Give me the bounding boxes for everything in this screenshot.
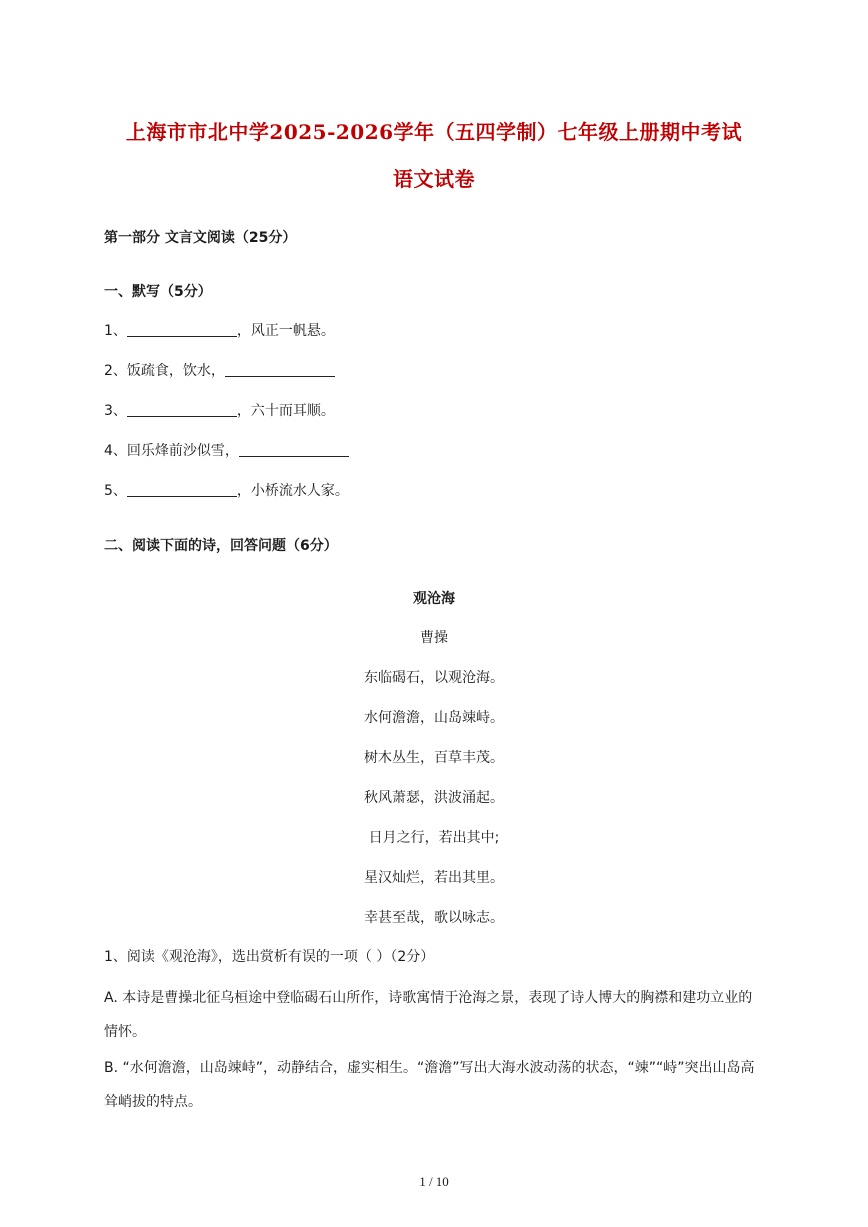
answer-blank[interactable] (127, 402, 237, 417)
item-number: 1、 (104, 323, 127, 339)
item-number: 3、 (104, 403, 127, 419)
item-text: ，风正一帆悬。 (236, 323, 335, 339)
answer-blank[interactable] (225, 362, 335, 377)
poem-line: 秋风萧瑟，洪波涌起。 (364, 790, 504, 806)
item-number: 5、 (104, 483, 127, 499)
poem-author: 曹操 (420, 630, 448, 646)
poem-line: 星汉灿烂，若出其里。 (364, 870, 504, 886)
dictation-item-3 (104, 401, 335, 421)
section1-heading: 一、默写（5分） (104, 284, 212, 300)
dictation-item-4 (104, 441, 349, 461)
dictation-item-1 (104, 321, 335, 341)
answer-blank[interactable] (127, 482, 237, 497)
poem-line: 树木丛生，百草丰茂。 (364, 750, 504, 766)
item-number: 2、 (104, 363, 127, 379)
dictation-item-5 (104, 481, 349, 501)
document-title-line1: 上海市市北中学2025-2026学年（五四学制）七年级上册期中考试 (125, 120, 743, 144)
item-text: ，六十而耳顺。 (236, 403, 335, 419)
poem-title: 观沧海 (413, 591, 455, 607)
part1-heading: 第一部分 文言文阅读（25分） (104, 230, 297, 246)
item-text: ，小桥流水人家。 (236, 483, 349, 499)
page-number: 1 / 10 (419, 1174, 449, 1189)
poem-line: 水何澹澹，山岛竦峙。 (364, 710, 504, 726)
poem-line: 东临碣石，以观沧海。 (364, 670, 504, 686)
item-number: 4、 (104, 443, 127, 459)
option-b: B. “水何澹澹，山岛竦峙”，动静结合，虚实相生。“澹澹”写出大海水波动荡的状态，“竦”“峙”突出山岛高耸峭拔的特点。 (104, 1060, 755, 1110)
poem-line: 幸甚至哉，歌以咏志。 (364, 910, 504, 926)
dictation-item-2 (104, 361, 335, 381)
answer-blank[interactable] (127, 322, 237, 337)
section2-heading: 二、阅读下面的诗，回答问题（6分） (104, 538, 338, 554)
item-text: 饭疏食，饮水， (126, 363, 225, 379)
poem-line: 日月之行，若出其中; (368, 830, 500, 846)
question-1: 1、阅读《观沧海》，选出赏析有误的一项（ ）（2分） (104, 949, 435, 965)
item-text: 回乐烽前沙似雪， (126, 443, 239, 459)
document-title-line2: 语文试卷 (393, 167, 475, 191)
option-a: A. 本诗是曹操北征乌桓途中登临碣石山所作，诗歌寓情于沧海之景，表现了诗人博大的胸襟和建功立业的情怀。 (104, 990, 753, 1040)
answer-blank[interactable] (239, 442, 349, 457)
